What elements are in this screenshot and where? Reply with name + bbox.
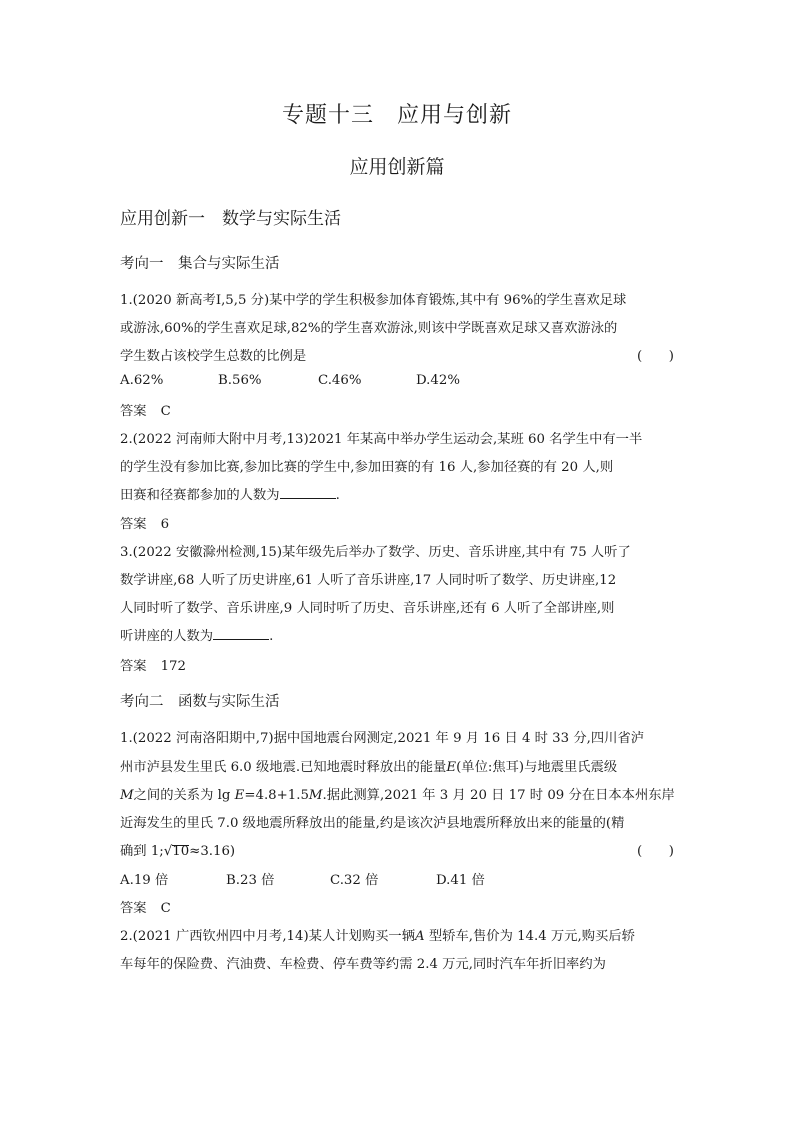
question-text: 听讲座的人数为 .: [120, 629, 274, 644]
answer-value: C: [160, 901, 171, 916]
question-text: 人同时听了数学、音乐讲座,9 人同时听了历史、音乐讲座,还有 6 人听了全部讲座,则: [120, 601, 615, 616]
page-subtitle: 应用创新篇: [349, 156, 445, 178]
sqrt-radicand: 10: [172, 844, 190, 859]
answer-line: [120, 897, 171, 916]
answer-value: 172: [160, 659, 186, 674]
answer-line: [120, 400, 171, 419]
question-text: 确到 1;√10≈3.16): [120, 844, 236, 859]
answer-value: C: [160, 404, 171, 419]
fill-blank: [213, 627, 269, 640]
question-text: 1.(2022 河南洛阳期中,7)据中国地震台网测定,2021 年 9 月 16 日 4 时 33 分,四川省泸: [120, 731, 645, 746]
option-d: D.41 倍: [436, 873, 485, 888]
answer-label: 答案: [120, 404, 147, 419]
question-text: 1.(2020 新高考Ⅰ,5,5 分)某中学的学生积极参加体育锻炼,其中有 96%的学生喜欢足球: [120, 293, 627, 308]
option-c: C.32 倍: [330, 873, 379, 888]
option-b: B.56%: [218, 373, 262, 388]
question-text: 或游泳,60%的学生喜欢足球,82%的学生喜欢游泳,则该中学既喜欢足球又喜欢游泳的: [120, 321, 618, 336]
answer-label: 答案: [120, 659, 147, 674]
options-row: [120, 373, 460, 388]
topic-heading: 考向二 函数与实际生活: [120, 694, 280, 710]
answer-label: 答案: [120, 901, 147, 916]
question-text: 数学讲座,68 人听了历史讲座,61 人听了音乐讲座,17 人同时听了数学、历史讲座,12: [120, 573, 617, 588]
option-a: A.19 倍: [120, 873, 169, 888]
answer-line: [120, 655, 186, 674]
question-text: 2.(2022 河南师大附中月考,13)2021 年某高中举办学生运动会,某班 60 名学生中有一半: [120, 432, 643, 447]
question-text: M之间的关系为 lg E=4.8+1.5M.据此测算,2021 年 3 月 20 日 17 时 09 分在日本本州东岸: [120, 788, 675, 803]
option-c: C.46%: [318, 373, 362, 388]
question-text: 3.(2022 安徽滁州检测,15)某年级先后举办了数学、历史、音乐讲座,其中有 75 人听了: [120, 545, 631, 560]
option-b: B.23 倍: [226, 873, 275, 888]
question-text: 田赛和径赛都参加的人数为 .: [120, 488, 340, 503]
question-text: 车每年的保险费、汽油费、车检费、停车费等约需 2.4 万元,同时汽车年折旧率约为: [120, 957, 606, 972]
option-d: D.42%: [416, 373, 460, 388]
fill-blank: [280, 486, 336, 499]
question-text: 2.(2021 广西钦州四中月考,14)某人计划购买一辆A 型轿车,售价为 14.4 万元,购买后轿: [120, 929, 635, 944]
question-text: 的学生没有参加比赛,参加比赛的学生中,参加田赛的有 16 人,参加径赛的有 20 人,则: [120, 460, 614, 475]
answer-value: 6: [160, 517, 170, 532]
topic-heading: 考向一 集合与实际生活: [120, 256, 280, 272]
answer-line: [120, 513, 169, 532]
question-text: 近海发生的里氏 7.0 级地震所释放出的能量,约是该次泸县地震所释放出来的能量的(精: [120, 816, 625, 831]
sqrt-icon: √: [163, 844, 173, 859]
question-text: 州市泸县发生里氏 6.0 级地震.已知地震时释放出的能量E(单位:焦耳)与地震里氏震级: [120, 760, 618, 775]
answer-label: 答案: [120, 517, 147, 532]
options-row: [120, 869, 485, 888]
question-text: 学生数占该校学生总数的比例是: [120, 349, 307, 364]
section-heading: 应用创新一 数学与实际生活: [120, 209, 341, 229]
answer-paren: ( ): [637, 349, 674, 364]
option-a: A.62%: [120, 373, 164, 388]
page-title: 专题十三 应用与创新: [281, 103, 512, 128]
answer-paren: ( ): [637, 844, 674, 859]
